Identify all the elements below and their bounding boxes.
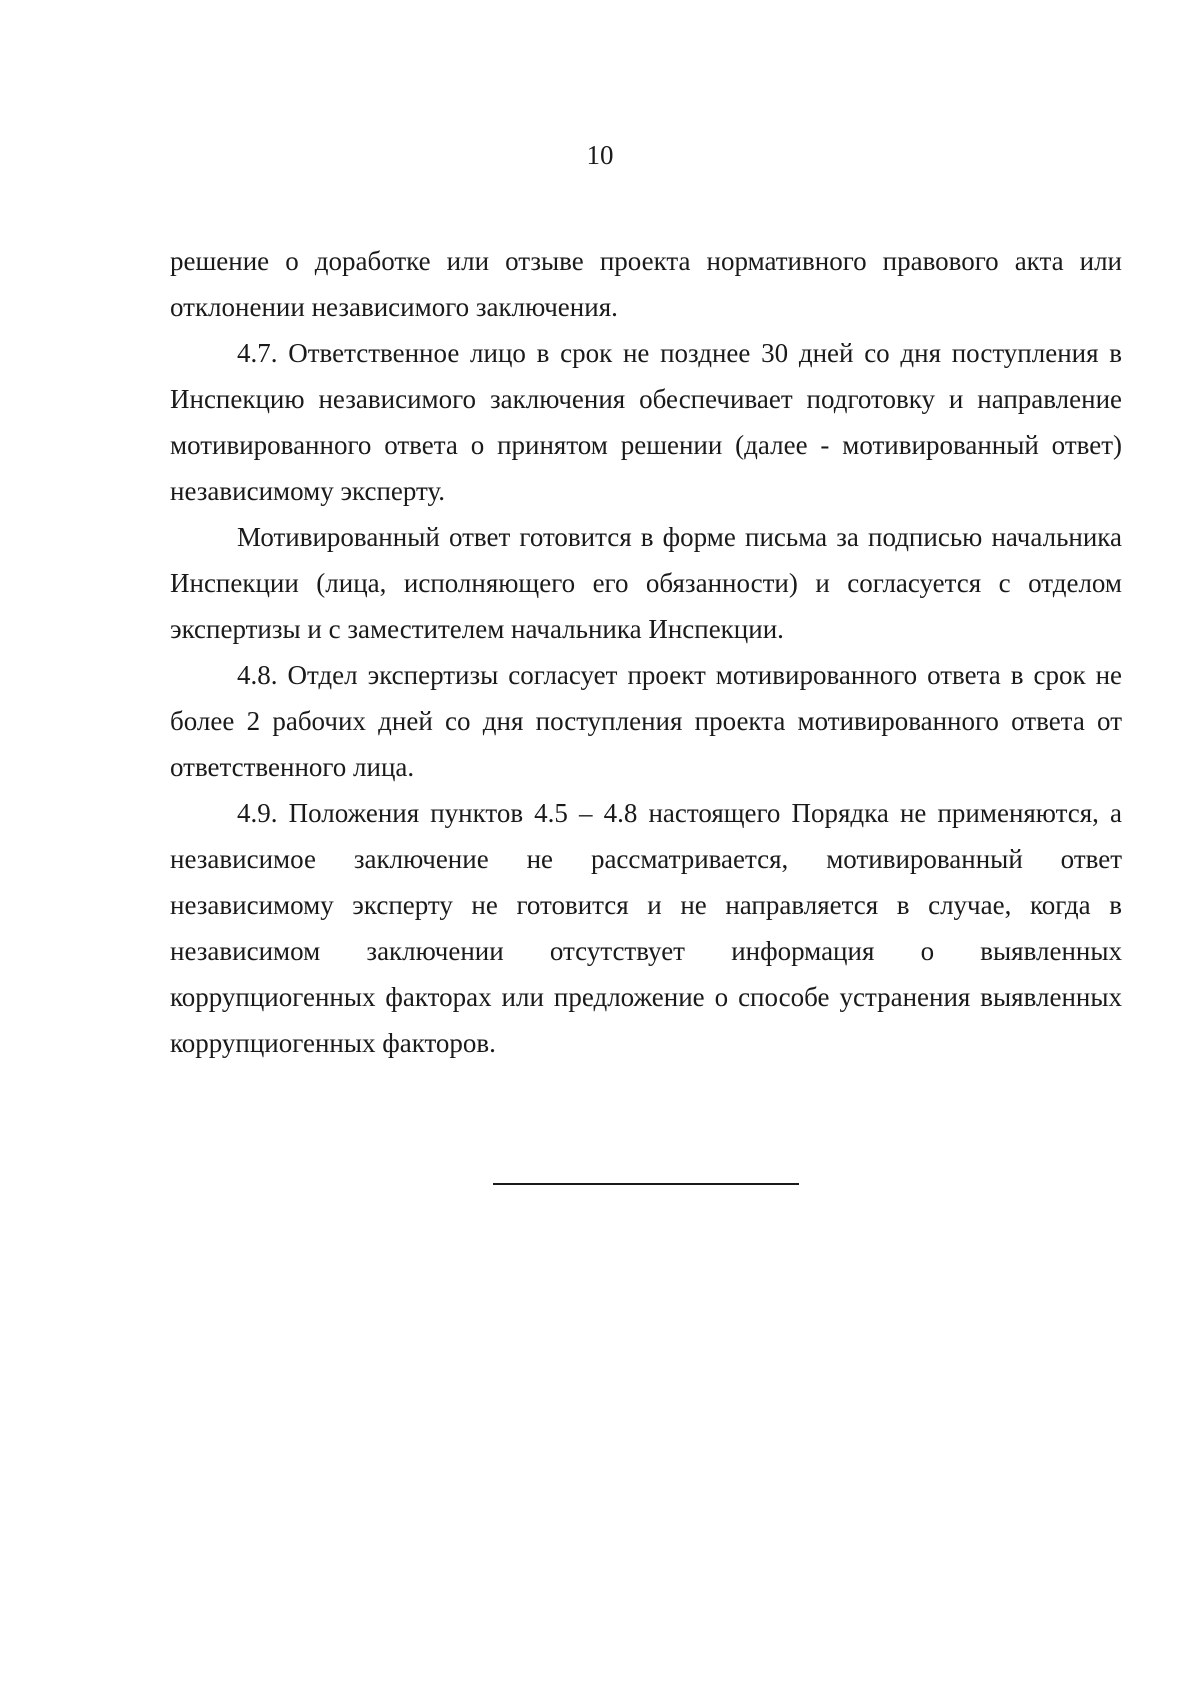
document-body <box>170 238 1122 1066</box>
paragraph-motivated-answer-form: Мотивированный ответ готовится в форме письма за подписью начальника Инспекции (лица, исполняющего его обязанности) и согласуется с отделом экспертизы и с заместителем начальника Инспекции. <box>170 522 1122 644</box>
closing-rule <box>493 1183 799 1185</box>
page-number: 10 <box>586 140 614 170</box>
paragraph-clause-4-9: 4.9. Положения пунктов 4.5 – 4.8 настоящего Порядка не применяются, а независимое заключение не рассматривается, мотивированный ответ независимому эксперту не готовится и не направляется в случае, когда в независимом заключении отсутствует информация о выявленных коррупциогенных факторах или предложение о способе устранения выявленных коррупциогенных факторов. <box>170 798 1122 1058</box>
paragraph-clause-4-7: 4.7. Ответственное лицо в срок не позднее 30 дней со дня поступления в Инспекцию независимого заключения обеспечивает подготовку и направление мотивированного ответа о принятом решении (далее - мотивированный ответ) независимому эксперту. <box>170 338 1122 506</box>
paragraph-continuation: решение о доработке или отзыве проекта нормативного правового акта или отклонении независимого заключения. <box>170 246 1122 322</box>
paragraph-clause-4-8: 4.8. Отдел экспертизы согласует проект мотивированного ответа в срок не более 2 рабочих дней со дня поступления проекта мотивированного ответа от ответственного лица. <box>170 660 1122 782</box>
